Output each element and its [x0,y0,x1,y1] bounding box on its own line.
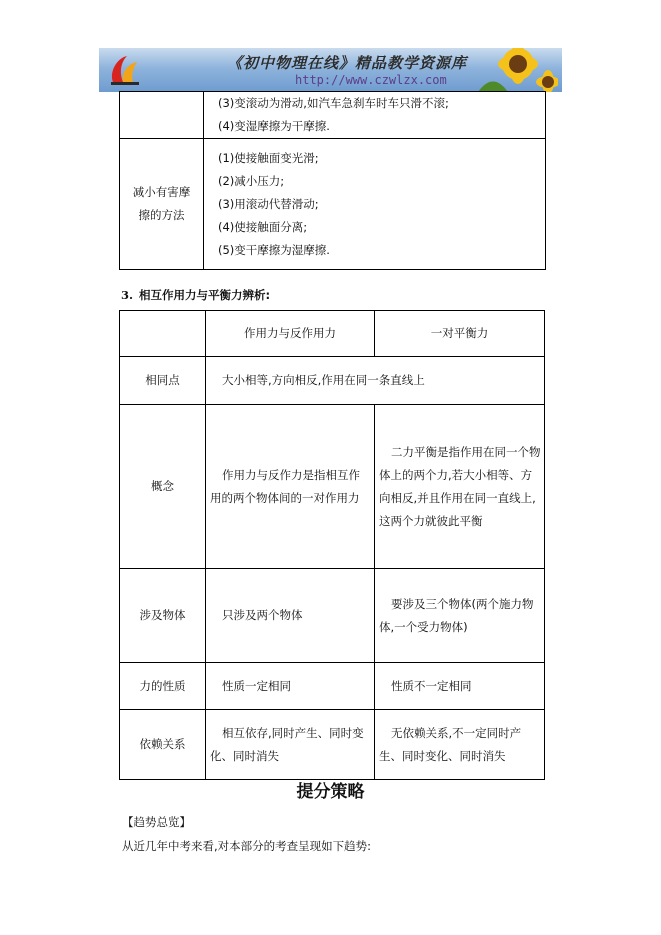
intro-text: 从近几年中考来看,对本部分的考查呈现如下趋势: [122,839,372,853]
section-number: 3. [121,288,134,302]
site-logo-icon [105,52,145,88]
comparison-table [119,310,545,780]
table-cell: 二力平衡是指作用在同一个物体上的两个力,若大小相等、方向相反,并且作用在同一直线上,这两个力就彼此平衡 [375,405,545,569]
table-cell: 大小相等,方向相反,作用在同一条直线上 [206,357,545,405]
list-item: (5)变干摩擦为湿摩擦. [218,242,330,257]
table-cell [204,139,546,270]
row-label: 力的性质 [120,663,206,710]
table-cell [120,92,204,139]
table-cell: 性质一定相同 [206,663,375,710]
strategy-heading: 提分策略 [296,782,365,802]
table-header-cell [120,311,206,357]
list-item: (1)使接触面变光滑; [218,150,319,165]
list-item: (4)使接触面分离; [218,219,308,234]
list-item: (3)变滚动为滑动,如汽车急刹车时车只滑不滚; [218,96,449,110]
sunflower-icon [448,48,558,92]
table-header-cell: 一对平衡力 [375,311,545,357]
table-cell: 无依赖关系,不一定同时产生、同时变化、同时消失 [375,710,545,780]
header-banner [99,48,562,92]
table-cell: 性质不一定相同 [375,663,545,710]
row-label: 依赖关系 [120,710,206,780]
banner-title: 《初中物理在线》精品教学资源库 [227,54,468,72]
section-title-text: 相互作用力与平衡力辨析: [139,288,271,302]
friction-table [119,91,546,270]
row-label: 概念 [120,405,206,569]
list-item: (3)用滚动代替滑动; [218,196,319,211]
row-label-line: 擦的方法 [138,208,185,222]
table-cell: 要涉及三个物体(两个施力物体,一个受力物体) [375,569,545,663]
row-label [120,139,204,270]
table-cell: 相互依存,同时产生、同时变化、同时消失 [206,710,375,780]
row-label: 涉及物体 [120,569,206,663]
table-cell [204,92,546,139]
row-label-line: 减小有害摩 [132,185,191,199]
row-label: 相同点 [120,357,206,405]
list-item: (2)减小压力; [218,173,285,188]
table-header-cell: 作用力与反作用力 [206,311,375,357]
trend-label: 【趋势总览】 [122,815,191,829]
table-cell: 只涉及两个物体 [206,569,375,663]
section-title [121,287,270,303]
list-item: (4)变湿摩擦为干摩擦. [218,119,330,133]
table-cell: 作用力与反作力是指相互作用的两个物体间的一对作用力 [206,405,375,569]
banner-url[interactable]: http://www.czwlzx.com [295,73,447,87]
